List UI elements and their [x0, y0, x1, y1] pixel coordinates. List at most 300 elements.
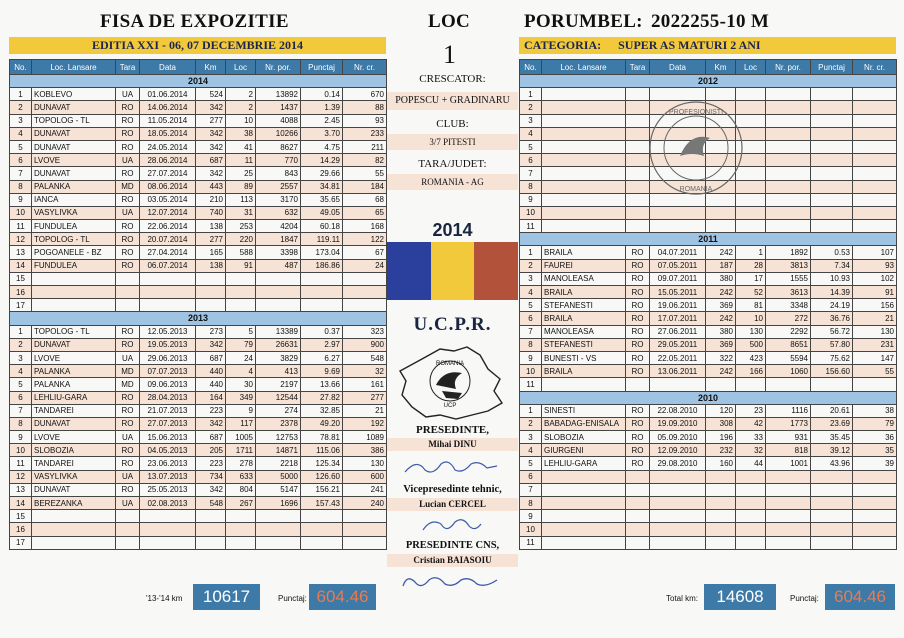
table-cell: 13892 — [256, 88, 301, 101]
table-cell — [650, 220, 706, 233]
right-table-row — [520, 523, 897, 536]
table-cell: 119.11 — [301, 233, 343, 246]
right-table-row — [520, 431, 897, 444]
right-table-row — [520, 483, 897, 496]
table-cell: BRAILA — [542, 246, 626, 259]
table-cell — [301, 272, 343, 285]
table-cell: 6.27 — [301, 351, 343, 364]
table-cell: RO — [626, 365, 650, 378]
table-cell: 7 — [10, 404, 32, 417]
table-cell: 670 — [343, 88, 387, 101]
table-cell: RO — [116, 193, 140, 206]
loc-label: LOC — [428, 11, 471, 32]
table-cell: 5 — [520, 299, 542, 312]
left-table-row — [10, 497, 387, 510]
table-cell: 5 — [520, 140, 542, 153]
table-cell: 9 — [10, 193, 32, 206]
table-cell: 734 — [196, 470, 226, 483]
table-cell: 6 — [520, 312, 542, 325]
table-cell: 56.72 — [811, 325, 853, 338]
table-cell — [650, 497, 706, 510]
table-cell — [853, 88, 897, 101]
table-cell: UA — [116, 88, 140, 101]
table-cell — [343, 523, 387, 536]
table-cell — [766, 470, 811, 483]
table-cell: 138 — [196, 220, 226, 233]
table-cell: 342 — [196, 338, 226, 351]
table-cell: 21 — [343, 404, 387, 417]
table-cell: 10.93 — [811, 272, 853, 285]
left-results-table — [9, 59, 387, 550]
left-col-header: No. — [10, 60, 32, 75]
right-table-row — [520, 272, 897, 285]
loc-value: 1 — [443, 40, 456, 69]
table-cell — [706, 470, 736, 483]
right-table-row — [520, 497, 897, 510]
table-cell — [116, 523, 140, 536]
table-cell: UA — [116, 206, 140, 219]
table-cell — [542, 536, 626, 549]
table-cell: TOPOLOG - TL — [32, 114, 116, 127]
left-table-row — [10, 299, 387, 312]
table-cell: 205 — [196, 444, 226, 457]
table-cell: RO — [116, 127, 140, 140]
right-punctaj-label: Punctaj: — [790, 594, 819, 603]
table-cell — [542, 88, 626, 101]
table-cell: 10 — [10, 444, 32, 457]
table-cell — [766, 114, 811, 127]
table-cell: RO — [116, 246, 140, 259]
table-cell — [140, 536, 196, 549]
table-cell: 2557 — [256, 180, 301, 193]
left-table-row — [10, 220, 387, 233]
table-cell: 10266 — [256, 127, 301, 140]
table-cell: 232 — [706, 444, 736, 457]
table-cell — [853, 497, 897, 510]
table-cell — [256, 272, 301, 285]
table-cell: 14 — [10, 497, 32, 510]
table-cell: DUNAVAT — [32, 338, 116, 351]
table-cell: 79 — [853, 417, 897, 430]
table-cell — [706, 220, 736, 233]
table-cell: 01.06.2014 — [140, 88, 196, 101]
table-cell: 13.66 — [301, 378, 343, 391]
table-cell: 0.53 — [811, 246, 853, 259]
table-cell — [811, 483, 853, 496]
table-cell — [343, 510, 387, 523]
left-col-header: Punctaj — [301, 60, 343, 75]
table-cell: 12.05.2013 — [140, 325, 196, 338]
table-cell — [706, 378, 736, 391]
table-cell: 130 — [736, 325, 766, 338]
table-cell — [301, 299, 343, 312]
table-cell: MANOLEASA — [542, 325, 626, 338]
table-cell: 21 — [853, 312, 897, 325]
table-cell — [811, 220, 853, 233]
table-cell: 3 — [520, 431, 542, 444]
table-cell — [853, 114, 897, 127]
table-cell — [736, 483, 766, 496]
table-cell: 36 — [853, 431, 897, 444]
table-cell — [301, 523, 343, 536]
table-cell — [736, 206, 766, 219]
table-cell: 166 — [736, 365, 766, 378]
table-cell: 440 — [196, 378, 226, 391]
table-cell: 34.81 — [301, 180, 343, 193]
left-table-row — [10, 444, 387, 457]
table-cell: 6 — [520, 470, 542, 483]
romanian-flag — [387, 242, 518, 300]
table-cell: 740 — [196, 206, 226, 219]
left-table-row — [10, 180, 387, 193]
left-table-row — [10, 88, 387, 101]
table-cell — [626, 523, 650, 536]
table-cell: DUNAVAT — [32, 483, 116, 496]
table-cell: RO — [626, 259, 650, 272]
table-cell: 5 — [10, 378, 32, 391]
table-cell: 241 — [343, 483, 387, 496]
table-cell: RO — [116, 140, 140, 153]
table-cell: 7 — [10, 167, 32, 180]
table-cell: 68 — [343, 193, 387, 206]
right-year-row — [520, 233, 897, 246]
table-cell: 687 — [196, 154, 226, 167]
left-table-row — [10, 338, 387, 351]
right-table-row — [520, 457, 897, 470]
right-table-row — [520, 286, 897, 299]
table-cell: 164 — [196, 391, 226, 404]
table-cell: 24.19 — [811, 299, 853, 312]
table-cell: 12753 — [256, 431, 301, 444]
table-cell — [301, 510, 343, 523]
left-table-row — [10, 206, 387, 219]
table-cell — [706, 523, 736, 536]
table-cell: RO — [116, 338, 140, 351]
table-cell: 4088 — [256, 114, 301, 127]
table-cell: 1847 — [256, 233, 301, 246]
table-cell: RO — [116, 457, 140, 470]
pigeon-label: PORUMBEL: — [524, 11, 643, 32]
table-cell: 18.05.2014 — [140, 127, 196, 140]
table-cell — [650, 206, 706, 219]
club-value: 3/7 PITESTI — [387, 134, 518, 150]
table-cell: 8 — [520, 180, 542, 193]
table-cell: 19.09.2010 — [650, 417, 706, 430]
table-cell: 22.06.2014 — [140, 220, 196, 233]
left-table-row — [10, 193, 387, 206]
table-cell: 21.07.2013 — [140, 404, 196, 417]
table-cell: PALANKA — [32, 378, 116, 391]
table-cell — [226, 299, 256, 312]
table-cell: 24.05.2014 — [140, 140, 196, 153]
table-cell: 3 — [520, 272, 542, 285]
table-cell — [626, 510, 650, 523]
table-cell — [542, 483, 626, 496]
table-cell: 22.08.2010 — [650, 404, 706, 417]
table-cell: 91 — [853, 286, 897, 299]
table-cell: PALANKA — [32, 180, 116, 193]
table-cell — [853, 510, 897, 523]
table-cell: 196 — [706, 431, 736, 444]
right-punctaj-value: 604.46 — [825, 584, 895, 610]
table-cell: RO — [626, 325, 650, 338]
table-cell — [811, 536, 853, 549]
category-band — [519, 37, 896, 54]
table-cell: 632 — [256, 206, 301, 219]
table-cell: 1 — [736, 246, 766, 259]
table-cell: 770 — [256, 154, 301, 167]
table-cell: 1437 — [256, 101, 301, 114]
table-cell: 4 — [226, 365, 256, 378]
table-cell: 35.65 — [301, 193, 343, 206]
table-cell — [301, 536, 343, 549]
table-cell — [343, 536, 387, 549]
table-cell — [811, 193, 853, 206]
table-cell — [196, 286, 226, 299]
left-table-row — [10, 351, 387, 364]
table-cell: STEFANESTI — [542, 338, 626, 351]
table-cell: UA — [116, 431, 140, 444]
table-cell: 242 — [706, 312, 736, 325]
table-cell: RO — [116, 444, 140, 457]
table-cell: 173.04 — [301, 246, 343, 259]
right-km-label: Total km: — [666, 594, 699, 603]
table-cell: MD — [116, 378, 140, 391]
table-cell: 23.06.2013 — [140, 457, 196, 470]
table-cell — [766, 206, 811, 219]
table-cell: 156.21 — [301, 483, 343, 496]
table-cell: 2 — [520, 259, 542, 272]
table-cell — [766, 101, 811, 114]
table-cell: 17 — [10, 536, 32, 549]
left-col-header: Nr. por. — [256, 60, 301, 75]
table-cell: 88 — [343, 101, 387, 114]
right-col-header: Nr. por. — [766, 60, 811, 75]
table-cell: RO — [626, 431, 650, 444]
table-cell: 11 — [226, 154, 256, 167]
left-table-row — [10, 483, 387, 496]
signature-vice-icon — [417, 512, 487, 538]
presedinte-name: Mihai DINU — [387, 438, 518, 451]
table-cell — [140, 523, 196, 536]
table-cell: 31 — [226, 206, 256, 219]
table-cell: 13389 — [256, 325, 301, 338]
table-cell: 4204 — [256, 220, 301, 233]
table-cell: 12.07.2014 — [140, 206, 196, 219]
table-cell: 369 — [706, 338, 736, 351]
table-cell: 5 — [10, 140, 32, 153]
tara-label: TARA/JUDET: — [418, 158, 487, 170]
table-cell — [196, 523, 226, 536]
table-cell — [736, 220, 766, 233]
table-cell: 6 — [10, 154, 32, 167]
table-cell: 107 — [853, 246, 897, 259]
table-cell: 6 — [520, 154, 542, 167]
left-km-value: 10617 — [193, 584, 260, 610]
left-col-header: Data — [140, 60, 196, 75]
table-cell — [626, 378, 650, 391]
table-cell — [116, 510, 140, 523]
left-table-row — [10, 233, 387, 246]
left-year-row — [10, 312, 387, 325]
right-table-row — [520, 365, 897, 378]
table-cell — [626, 483, 650, 496]
flag-stripe-red — [474, 242, 518, 300]
left-col-header: Tara — [116, 60, 140, 75]
table-cell: 27.07.2013 — [140, 417, 196, 430]
table-cell: 55 — [853, 365, 897, 378]
table-cell — [256, 536, 301, 549]
table-cell: 242 — [706, 286, 736, 299]
table-cell — [626, 536, 650, 549]
left-table-row — [10, 417, 387, 430]
table-cell: 818 — [766, 444, 811, 457]
table-cell: 08.06.2014 — [140, 180, 196, 193]
table-cell: 38 — [853, 404, 897, 417]
right-table-row — [520, 444, 897, 457]
table-cell — [650, 536, 706, 549]
table-cell — [226, 536, 256, 549]
table-cell: RO — [116, 220, 140, 233]
table-cell: 38 — [226, 127, 256, 140]
table-cell: 548 — [196, 497, 226, 510]
table-cell: MD — [116, 180, 140, 193]
table-cell: RO — [116, 404, 140, 417]
table-cell: 804 — [226, 483, 256, 496]
table-cell: 14871 — [256, 444, 301, 457]
table-cell: 8 — [520, 497, 542, 510]
table-cell: BABADAG-ENISALA — [542, 417, 626, 430]
table-cell: 443 — [196, 180, 226, 193]
table-cell: 15 — [10, 272, 32, 285]
table-cell: 156.60 — [811, 365, 853, 378]
right-table-row — [520, 299, 897, 312]
right-table-row — [520, 220, 897, 233]
table-cell — [766, 193, 811, 206]
table-cell: 02.08.2013 — [140, 497, 196, 510]
table-cell: 05.09.2010 — [650, 431, 706, 444]
table-cell: 223 — [196, 404, 226, 417]
table-cell: 26631 — [256, 338, 301, 351]
table-cell — [343, 272, 387, 285]
table-cell — [811, 378, 853, 391]
table-cell: 3170 — [256, 193, 301, 206]
right-table-row — [520, 404, 897, 417]
table-cell: 272 — [766, 312, 811, 325]
table-cell: 2292 — [766, 325, 811, 338]
table-cell: 231 — [853, 338, 897, 351]
table-cell: UA — [116, 154, 140, 167]
table-cell: VASYLIVKA — [32, 470, 116, 483]
table-cell — [32, 536, 116, 549]
table-cell: 2 — [226, 88, 256, 101]
table-cell — [196, 272, 226, 285]
left-km-label: '13-'14 km — [146, 594, 183, 603]
table-cell: RO — [116, 233, 140, 246]
table-cell — [140, 299, 196, 312]
table-cell: 8627 — [256, 140, 301, 153]
left-punctaj-label: Punctaj: — [278, 594, 307, 603]
table-cell: 07.05.2011 — [650, 259, 706, 272]
table-cell: 3348 — [766, 299, 811, 312]
year-heading: 2012 — [520, 75, 897, 88]
table-cell: 1555 — [766, 272, 811, 285]
table-cell — [736, 497, 766, 510]
table-cell: 1089 — [343, 431, 387, 444]
table-cell: 440 — [196, 365, 226, 378]
table-cell — [226, 510, 256, 523]
table-cell — [853, 101, 897, 114]
table-cell: 8651 — [766, 338, 811, 351]
svg-text:ROMANIA: ROMANIA — [679, 186, 713, 193]
table-cell: RO — [626, 404, 650, 417]
table-cell — [196, 510, 226, 523]
table-cell: 29.06.2013 — [140, 351, 196, 364]
left-table-row — [10, 404, 387, 417]
table-cell: BEREZANKA — [32, 497, 116, 510]
table-cell: 122 — [343, 233, 387, 246]
table-cell: BUNESTI - VS — [542, 351, 626, 364]
right-col-header: Loc — [736, 60, 766, 75]
page-title: FISA DE EXPOZITIE — [100, 11, 289, 32]
table-cell: 273 — [196, 325, 226, 338]
table-cell: 28.06.2014 — [140, 154, 196, 167]
table-cell: 3.70 — [301, 127, 343, 140]
left-col-header: Loc. Lansare — [32, 60, 116, 75]
table-cell: VASYLIVKA — [32, 206, 116, 219]
table-cell: 39 — [853, 457, 897, 470]
table-cell: 322 — [706, 351, 736, 364]
table-cell: 12.09.2010 — [650, 444, 706, 457]
table-cell: 223 — [196, 457, 226, 470]
table-cell — [542, 154, 626, 167]
table-cell — [542, 220, 626, 233]
table-cell: RO — [116, 101, 140, 114]
table-cell — [853, 220, 897, 233]
table-cell: DUNAVAT — [32, 101, 116, 114]
table-cell: 5 — [520, 457, 542, 470]
table-cell: 28 — [736, 259, 766, 272]
right-col-header: Tara — [626, 60, 650, 75]
year-heading: 2011 — [520, 233, 897, 246]
table-cell — [811, 470, 853, 483]
table-cell: 20.61 — [811, 404, 853, 417]
left-table-row — [10, 325, 387, 338]
table-cell: MANOLEASA — [542, 272, 626, 285]
table-cell: 2 — [520, 417, 542, 430]
table-cell: 22.05.2011 — [650, 351, 706, 364]
table-cell: 5 — [226, 325, 256, 338]
table-cell — [542, 114, 626, 127]
table-cell — [542, 378, 626, 391]
table-cell — [140, 286, 196, 299]
table-cell: 1 — [10, 325, 32, 338]
table-cell: 30 — [226, 378, 256, 391]
table-cell: 117 — [226, 417, 256, 430]
table-cell: 03.05.2014 — [140, 193, 196, 206]
table-cell: RO — [626, 299, 650, 312]
presedinte-label: PRESEDINTE, — [415, 424, 490, 436]
table-cell: 253 — [226, 220, 256, 233]
table-cell: 32.85 — [301, 404, 343, 417]
table-cell — [256, 523, 301, 536]
table-cell: 687 — [196, 351, 226, 364]
table-cell — [766, 127, 811, 140]
left-table-body — [10, 75, 387, 550]
left-table-row — [10, 523, 387, 536]
table-cell: 2 — [10, 338, 32, 351]
table-cell: 4 — [520, 444, 542, 457]
